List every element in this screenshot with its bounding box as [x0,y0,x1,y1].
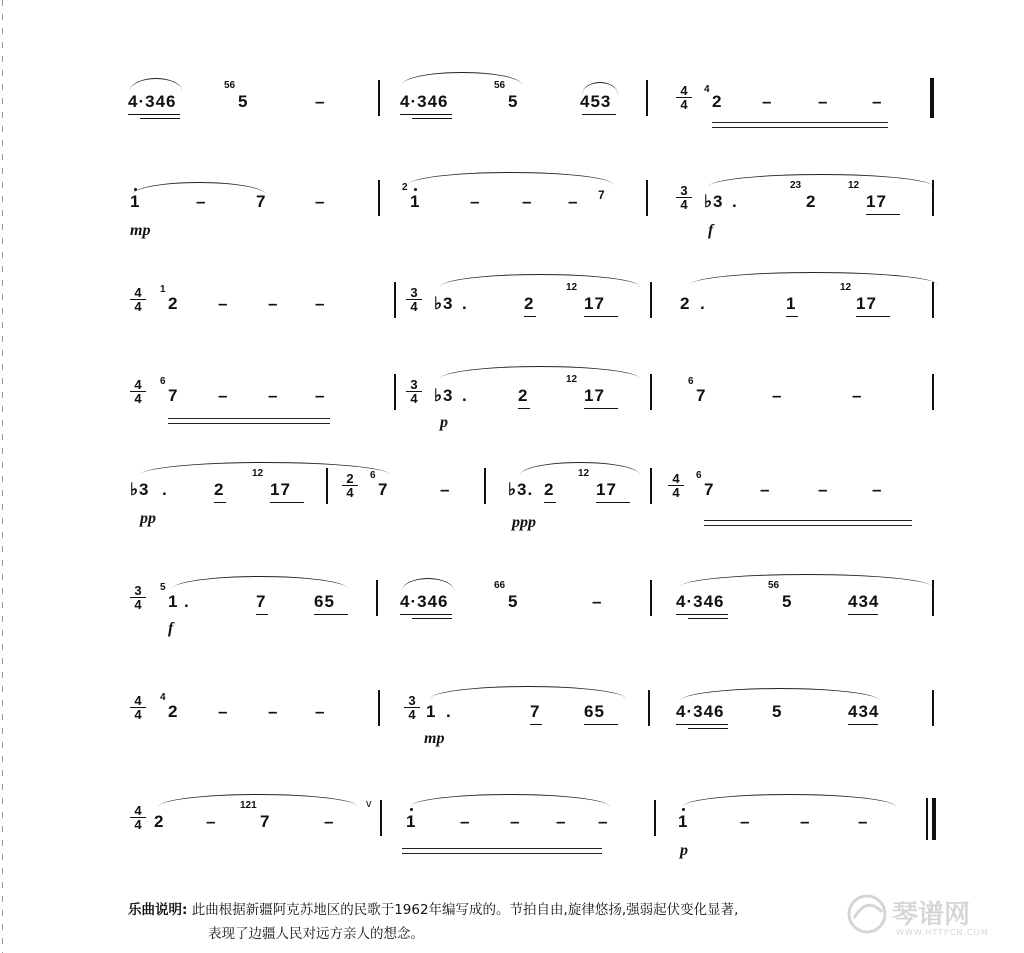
note: – [872,480,883,499]
note: 5 [772,702,783,721]
underline [140,118,180,119]
note: – [206,812,217,831]
barline [932,282,934,318]
note: – [522,192,533,211]
underline [214,502,226,503]
underline [530,724,542,725]
watermark-logo [842,888,1012,948]
slur [430,686,626,699]
dynamic-marking: mp [424,730,445,747]
slur [680,688,880,701]
underline [270,502,304,503]
grace-note: 23 [790,180,802,191]
diminuendo-hairpin [712,122,888,128]
barline [932,690,934,726]
note: ♭3 [434,386,454,405]
note: – [315,386,326,405]
grace-note: 6 [160,376,166,387]
underline [584,316,618,317]
underline [676,614,728,615]
grace-note: 12 [566,282,578,293]
final-barline-thin [926,798,928,840]
slur [130,78,182,91]
note: – [440,480,451,499]
underline [128,114,180,115]
time-signature: 2 4 [342,472,358,499]
note: 7 [530,702,541,721]
score-row-3 [0,272,1024,332]
note: – [598,812,609,831]
octave-dot [410,808,413,811]
note: ♭3 [130,480,150,499]
grace-note: 56 [494,80,506,91]
caption-text-2: 表现了边疆人民对远方亲人的想念。 [208,926,424,942]
slur [708,174,934,187]
time-signature: 3 4 [404,694,420,721]
note: . [162,480,168,499]
time-signature: 4 4 [130,286,146,313]
caption-line-1 [128,898,948,922]
underline [518,408,530,409]
note: 7 [378,480,389,499]
slur [158,794,358,807]
grace-note: 12 [578,468,590,479]
grace-note: 2 [402,182,408,193]
underline [688,618,728,619]
time-signature: 4 4 [130,378,146,405]
underline [584,724,618,725]
note: 1 [168,592,179,611]
time-signature: 4 4 [130,804,146,831]
watermark-text: 琴谱网 [892,900,971,930]
note: 17 [856,294,877,313]
underline [688,728,728,729]
barline [484,468,486,504]
note: . [462,386,468,405]
caption-line-2 [128,922,948,946]
note: 2 [544,480,555,499]
note: – [800,812,811,831]
note: 2 [168,702,179,721]
score-row-7 [0,680,1024,747]
grace-note: 12 [252,468,264,479]
underline [524,316,536,317]
note: 1 [406,812,417,831]
underline [544,502,556,503]
note: – [858,812,869,831]
slur [440,274,640,287]
note: 1 [426,702,437,721]
slur [408,172,614,185]
note: – [818,480,829,499]
grace-note: 12 [840,282,852,293]
note: – [818,92,829,111]
note: 5 [238,92,249,111]
slur [440,366,640,379]
barline [650,468,652,504]
note: – [460,812,471,831]
note: 7 [168,386,179,405]
note: – [762,92,773,111]
underline [256,614,268,615]
underline [584,408,618,409]
barline [394,282,396,318]
note: 17 [866,192,887,211]
score-row-2 [0,170,1024,239]
diminuendo-hairpin [168,418,330,424]
note: – [218,386,229,405]
note: . [732,192,738,211]
note: . [700,294,706,313]
octave-dot [682,808,685,811]
note: 2 [518,386,529,405]
note: 2 [680,294,691,313]
note: – [510,812,521,831]
barline [378,690,380,726]
note: – [760,480,771,499]
note: . [462,294,468,313]
underline [848,614,878,615]
note: – [315,192,326,211]
slur [680,574,932,587]
note: . [184,592,190,611]
note: ♭3 [434,294,454,313]
caption-text-1: 此曲根据新疆阿克苏地区的民歌于1962年编写成的。节拍自由,旋律悠扬,强弱起伏变化显著, [191,902,739,918]
note: 7 [256,592,267,611]
note: 1 [410,192,421,211]
note: 5 [508,92,519,111]
note: 17 [270,480,291,499]
grace-note: 6 [688,376,694,387]
time-signature: 4 4 [676,84,692,111]
note: 2 [712,92,723,111]
note: – [872,92,883,111]
dynamic-marking: p [440,414,448,431]
note: 434 [848,592,880,611]
diminuendo-hairpin [704,520,912,526]
note: 2 [154,812,165,831]
dynamic-marking: pp [140,510,156,527]
note: – [315,294,326,313]
barline [646,180,648,216]
note: 7 [598,188,606,202]
barline [932,374,934,410]
score-row-8 [0,790,1024,859]
time-signature: 3 4 [676,184,692,211]
barline [380,800,382,836]
note: – [268,702,279,721]
underline [848,724,878,725]
note: – [772,386,783,405]
slur [402,578,454,591]
note: 4·346 [676,592,725,611]
note: 2 [168,294,179,313]
underline [596,502,630,503]
note: – [852,386,863,405]
note: 4·346 [400,92,449,111]
note: – [568,192,579,211]
note: 1 [786,294,797,313]
note: 65 [584,702,605,721]
slur [172,576,348,589]
barline [646,80,648,116]
note: – [315,702,326,721]
grace-note: 12 [848,180,860,191]
note: 453 [580,92,612,111]
note: 7 [704,480,715,499]
grace-note: 6 [370,470,376,481]
note: 7 [256,192,267,211]
note: 4·346 [676,702,725,721]
note: – [268,386,279,405]
underline [866,214,900,215]
note: 4·346 [400,592,449,611]
barline [376,580,378,616]
score-row-1 [0,70,1024,130]
barline [932,180,934,216]
dynamic-marking: f [708,222,714,239]
barline [394,374,396,410]
grace-note: 5 [160,582,166,593]
slur [682,794,896,807]
grace-note: 66 [494,580,506,591]
barline [932,580,934,616]
note: 2 [524,294,535,313]
time-signature: 3 4 [130,584,146,611]
time-signature: 3 4 [406,378,422,405]
note: – [315,92,326,111]
final-barline-thick [932,798,936,840]
underline [400,114,452,115]
note: ♭3 [704,192,724,211]
note: 434 [848,702,880,721]
barline [648,690,650,726]
barline [654,800,656,836]
note: . [446,702,452,721]
note: – [268,294,279,313]
dynamic-marking: f [168,620,174,637]
note: – [324,812,335,831]
slur [410,794,610,807]
underline [400,614,452,615]
barline [650,580,652,616]
note: – [556,812,567,831]
note: 17 [584,386,605,405]
grace-note: 6 [696,470,702,481]
time-signature: 3 4 [406,286,422,313]
score-row-6 [0,570,1024,637]
barline [378,80,380,116]
underline [314,614,348,615]
caption-label: 乐曲说明: [128,902,188,918]
barline [930,78,934,118]
grace-note: 4 [160,692,166,703]
octave-dot [414,188,417,191]
barline [650,374,652,410]
note: ♭3. [508,480,534,499]
piece-description [128,898,948,946]
underline [676,724,728,725]
note: – [218,294,229,313]
note: 2 [214,480,225,499]
dynamic-marking: mp [130,222,151,239]
diminuendo-hairpin [402,848,602,854]
underline [856,316,890,317]
note: 4·346 [128,92,177,111]
note: – [218,702,229,721]
slur [690,272,938,285]
note: 65 [314,592,335,611]
watermark-url: WWW.HTTPCN.COM [896,928,989,937]
time-signature: 4 4 [130,694,146,721]
score-row-5 [0,458,1024,531]
note: 1 [678,812,689,831]
note: 7 [696,386,707,405]
note: – [470,192,481,211]
underline [412,618,452,619]
dynamic-marking: ppp [512,514,536,531]
grace-note: 121 [240,800,257,811]
underline [582,114,616,115]
note: 5 [782,592,793,611]
note: – [592,592,603,611]
note: – [196,192,207,211]
note: 7 [260,812,271,831]
note: 17 [584,294,605,313]
grace-note: 4 [704,84,710,95]
barline [326,468,328,504]
dynamic-marking: p [680,842,688,859]
note: – [740,812,751,831]
grace-note: 12 [566,374,578,385]
time-signature: 4 4 [668,472,684,499]
breath-mark: v [366,798,373,810]
grace-note: 56 [224,80,236,91]
barline [650,282,652,318]
note: 1 [130,192,141,211]
grace-note: 1 [160,284,166,295]
grace-note: 56 [768,580,780,591]
barline [378,180,380,216]
note: 5 [508,592,519,611]
note: 17 [596,480,617,499]
note: 2 [806,192,817,211]
underline [786,316,798,317]
octave-dot [134,188,137,191]
underline [412,118,452,119]
score-row-4 [0,364,1024,431]
